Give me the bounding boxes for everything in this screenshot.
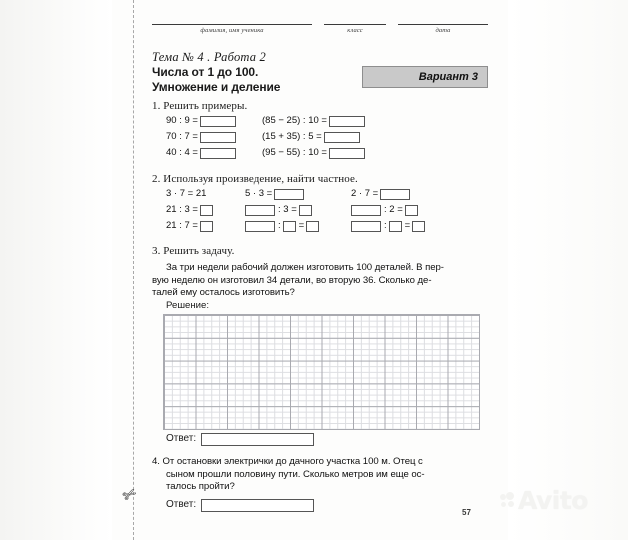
task-4-line-2: сыном прошли половину пути. Сколько метров им еще ос- xyxy=(166,468,425,480)
task-2-row xyxy=(166,202,213,218)
avito-wordmark: Avito xyxy=(518,486,588,515)
answer-box[interactable] xyxy=(245,205,275,216)
answer-box[interactable] xyxy=(351,205,381,216)
task-4-line-3: талось пройти? xyxy=(166,481,235,493)
task-4-answer-row xyxy=(166,498,314,512)
expr: 70 : 7 = xyxy=(166,131,198,142)
expr: : 3 = xyxy=(278,204,297,215)
task-2-column-1 xyxy=(166,186,213,234)
expr: = xyxy=(298,220,305,231)
answer-box[interactable] xyxy=(245,221,275,232)
task-2-row xyxy=(245,218,319,234)
answer-box[interactable] xyxy=(200,148,236,159)
avito-dots-icon xyxy=(500,492,517,509)
name-caption: фамилия, имя ученика xyxy=(200,27,264,34)
task-2-column-3 xyxy=(351,186,425,234)
task-1-row xyxy=(166,129,236,145)
answer-box[interactable] xyxy=(329,148,365,159)
answer-box[interactable] xyxy=(283,221,296,232)
avito-watermark xyxy=(500,486,588,515)
answer-box[interactable] xyxy=(200,132,236,143)
title-theme: Тема № 4 . Работа 2 xyxy=(152,50,267,64)
scissors-icon: ✄ xyxy=(119,483,140,507)
task-2-row xyxy=(351,202,425,218)
answer-box[interactable] xyxy=(329,116,365,127)
task-3-line-3: талей ему осталось изготовить? xyxy=(152,287,295,299)
task-3-solution-label: Решение: xyxy=(166,300,210,311)
task-4-answer-label: Ответ: xyxy=(166,499,197,510)
worksheet-content xyxy=(152,0,488,540)
expr: = xyxy=(404,220,411,231)
expr: 90 : 9 = xyxy=(166,115,198,126)
task-1-row xyxy=(262,113,365,129)
task-3-answer-row xyxy=(166,432,314,446)
task-2-row xyxy=(245,186,319,202)
field-class[interactable] xyxy=(324,24,386,35)
answer-box[interactable] xyxy=(380,189,410,200)
task-1-row xyxy=(262,129,365,145)
title-line-2: Умножение и деление xyxy=(152,80,281,94)
date-caption: дата xyxy=(435,27,451,34)
task-4-answer-box[interactable] xyxy=(201,499,314,512)
task-2-heading: 2. Используя произведение, найти частное. xyxy=(152,173,358,185)
task-3-line-1: За три недели рабочий должен изготовить 100 деталей. В пер- xyxy=(166,262,444,273)
answer-box[interactable] xyxy=(389,221,402,232)
answer-box[interactable] xyxy=(200,221,213,232)
answer-box[interactable] xyxy=(200,205,213,216)
expr: 21 : 3 = xyxy=(166,204,198,215)
expr: : 2 = xyxy=(384,204,403,215)
task-3-answer-label: Ответ: xyxy=(166,433,197,444)
page-shadow-right xyxy=(508,0,628,540)
task-3-problem-text xyxy=(152,262,488,300)
answer-box[interactable] xyxy=(306,221,319,232)
task-1-column-left xyxy=(166,113,236,161)
cut-dashed-line xyxy=(133,0,134,540)
variant-badge: Вариант 3 xyxy=(362,66,488,88)
expr: 5 · 3 = xyxy=(245,188,273,199)
task-1-row xyxy=(262,145,365,161)
answer-box[interactable] xyxy=(405,205,418,216)
page-shadow-left xyxy=(0,0,112,540)
page-number: 57 xyxy=(462,508,471,517)
title-line-1: Числа от 1 до 100. xyxy=(152,65,259,79)
expr: (95 − 55) : 10 = xyxy=(262,147,327,158)
task-2-row xyxy=(351,218,425,234)
answer-box[interactable] xyxy=(351,221,381,232)
answer-box[interactable] xyxy=(324,132,360,143)
task-4-problem-text xyxy=(152,456,488,494)
solution-grid[interactable] xyxy=(163,314,480,430)
task-1-column-right xyxy=(262,113,365,161)
expr: (85 − 25) : 10 = xyxy=(262,115,327,126)
task-2-row xyxy=(166,186,213,202)
task-1-row xyxy=(166,145,236,161)
answer-box[interactable] xyxy=(200,116,236,127)
task-1-row xyxy=(166,113,236,129)
task-2-row xyxy=(166,218,213,234)
expr: : xyxy=(278,220,281,231)
task-3-heading: 3. Решить задачу. xyxy=(152,245,235,257)
task-2-column-2 xyxy=(245,186,319,234)
expr: 40 : 4 = xyxy=(166,147,198,158)
answer-box[interactable] xyxy=(274,189,304,200)
task-3-line-2: вую неделю он изготовил 34 детали, во вторую 36. Сколько де- xyxy=(152,274,432,286)
expr: 2 · 7 = xyxy=(351,188,379,199)
header-fields xyxy=(152,24,488,35)
answer-box[interactable] xyxy=(412,221,425,232)
field-date[interactable] xyxy=(398,24,488,35)
task-2-row xyxy=(245,202,319,218)
task-1-heading: 1. Решить примеры. xyxy=(152,100,248,112)
task-2-row xyxy=(351,186,425,202)
expr: (15 + 35) : 5 = xyxy=(262,131,322,142)
task-3-answer-box[interactable] xyxy=(201,433,314,446)
expr: : xyxy=(384,220,387,231)
answer-box[interactable] xyxy=(299,205,312,216)
expr: 21 : 7 = xyxy=(166,220,198,231)
class-caption: класс xyxy=(347,27,363,34)
field-student-name[interactable] xyxy=(152,24,312,35)
task-4-line-1: 4. От остановки электрички до дачного участка 100 м. Отец с xyxy=(152,456,423,467)
expr: 3 · 7 = 21 xyxy=(166,188,207,199)
